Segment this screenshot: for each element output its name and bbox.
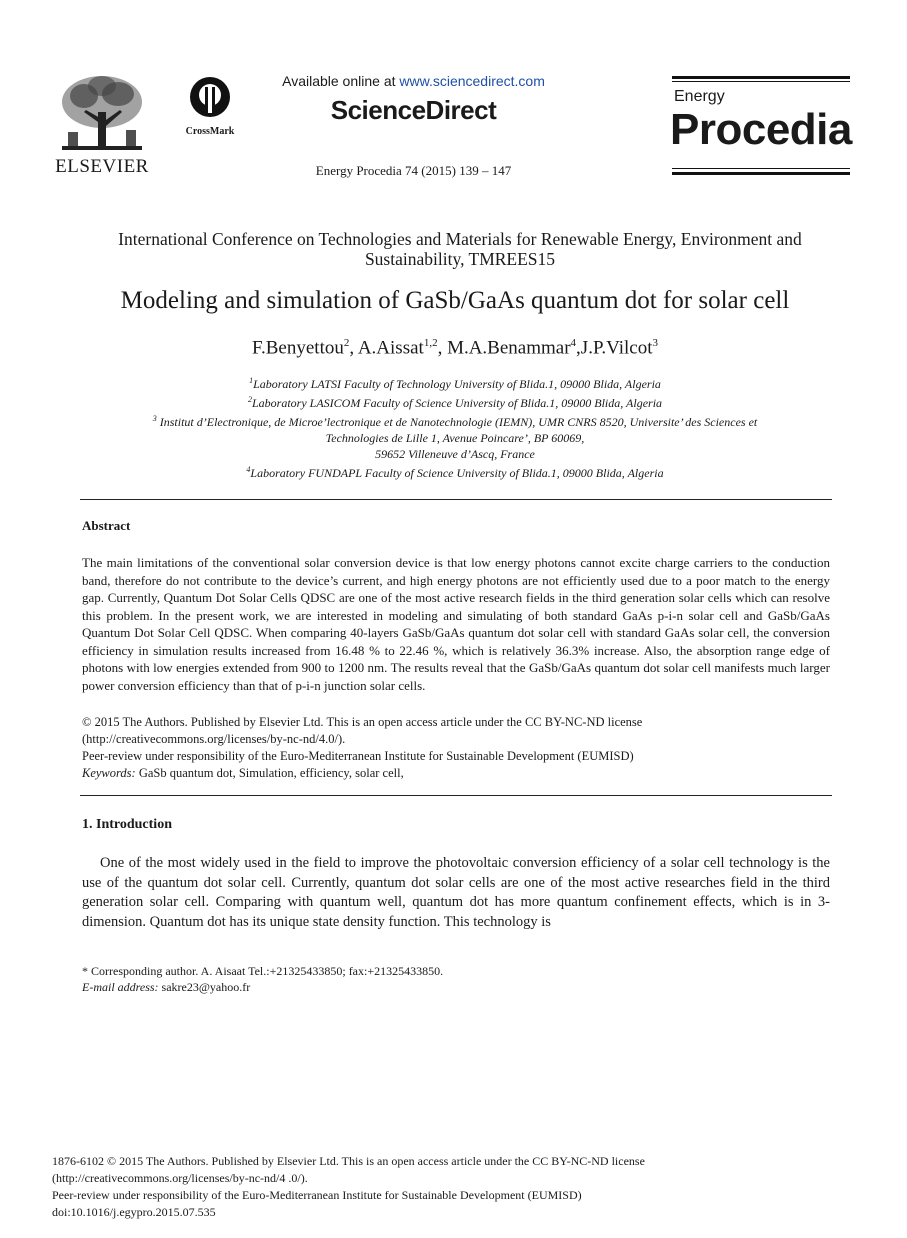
- author-name: A.Aissat: [357, 337, 424, 359]
- author-separator: ,: [437, 337, 448, 359]
- footer-doi[interactable]: doi:10.1016/j.egypro.2015.07.535: [52, 1205, 216, 1219]
- conference-line-1: International Conference on Technologies and Materials for Renewable Energy, Environment and: [118, 229, 802, 249]
- affiliation-2: [80, 392, 830, 411]
- affiliation-3-line-2: Technologies de Lille 1, Avenue Poincare’, BP 60069,: [325, 431, 585, 445]
- affiliation-text: Laboratory LATSI Faculty of Technology University of Blida.1, 09000 Blida, Algeria: [253, 377, 661, 391]
- abstract-heading: Abstract: [82, 518, 131, 533]
- page-footer: [52, 1153, 645, 1221]
- abstract-body: [82, 554, 830, 694]
- author-affil-mark: 4: [570, 337, 577, 349]
- affiliation-3: [80, 411, 830, 430]
- affiliations: [80, 373, 830, 481]
- crossmark-label: CrossMark: [185, 126, 235, 137]
- affiliation-3-line-3: 59652 Villeneuve d’Ascq, France: [375, 447, 535, 461]
- paper-title: Modeling and simulation of GaSb/GaAs quantum dot for solar cell: [120, 287, 790, 314]
- affiliation-mark: 4: [246, 465, 251, 474]
- keywords-text: GaSb quantum dot, Simulation, efficiency, solar cell,: [135, 766, 404, 780]
- peer-review-note: Peer-review under responsibility of the Euro-Mediterranean Institute for Sustainable Development (EUMISD): [82, 749, 634, 763]
- abstract-bottom-rule: [80, 795, 832, 796]
- journal-logo-energy: Energy: [674, 88, 725, 105]
- author-separator: ,: [349, 337, 358, 359]
- author-name: M.A.Benammar: [447, 337, 571, 359]
- affiliation-mark: 2: [247, 395, 252, 404]
- journal-reference: Energy Procedia 74 (2015) 139 – 147: [315, 163, 512, 178]
- affiliation-mark: 1: [249, 376, 254, 385]
- affiliation-text: Laboratory FUNDAPL Faculty of Science University of Blida.1, 09000 Blida, Algeria: [250, 466, 664, 480]
- author-affil-mark: 1,2: [423, 337, 438, 349]
- introduction-text: One of the most widely used in the field to improve the photovoltaic conversion efficiency of a solar cell technology is the use of the quantum dot solar cell. Currently, quantum dot solar cells are one of the most active researches field in the third generation solar cell. Comparing with quantum well, quantum dot has more quantum confinement effects, which is in 3-dimension. Quantum dot has its unique state density function. This technology is: [82, 855, 830, 930]
- abstract-license: [82, 714, 830, 782]
- email-line: [82, 979, 443, 995]
- keywords-label: Keywords:: [82, 766, 136, 780]
- affiliation-text: Laboratory LASICOM Faculty of Science University of Blida.1, 09000 Blida, Algeria: [251, 396, 663, 410]
- author-list: [40, 337, 870, 359]
- journal-logo-rule-bottom-thin: [672, 168, 850, 169]
- journal-logo-rule-top: [672, 76, 850, 79]
- affiliation-mark: 3: [152, 414, 157, 423]
- available-prefix: Available online at: [282, 73, 400, 89]
- elsevier-wordmark: ELSEVIER: [55, 156, 149, 177]
- corresponding-author: * Corresponding author. A. Aisaat Tel.:+21325433850; fax:+21325433850.: [82, 964, 444, 978]
- author-affil-mark: 3: [652, 337, 659, 349]
- email-address[interactable]: sakre23@yahoo.fr: [158, 980, 251, 994]
- journal-logo-procedia: Procedia: [670, 105, 852, 154]
- journal-logo-rule-bottom: [672, 172, 850, 175]
- license-line-1: © 2015 The Authors. Published by Elsevier Ltd. This is an open access article under the CC BY-NC-ND license: [82, 715, 643, 729]
- footer-issn-license: 1876-6102 © 2015 The Authors. Published by Elsevier Ltd. This is an open access article under the CC BY-NC-ND license: [52, 1154, 645, 1168]
- author-name: J.P.Vilcot: [580, 337, 653, 359]
- author-affil-mark: 2: [343, 337, 350, 349]
- correspondence-footnote: [82, 963, 443, 995]
- sciencedirect-brand: ScienceDirect: [330, 95, 497, 125]
- sciencedirect-link[interactable]: www.sciencedirect.com: [399, 73, 545, 89]
- introduction-body: [82, 854, 830, 932]
- keywords-line: [82, 765, 830, 782]
- affiliation-4: [80, 462, 830, 481]
- author-separator: ,: [576, 337, 581, 359]
- footer-license-link[interactable]: (http://creativecommons.org/licenses/by-nc-nd/4 .0/).: [52, 1171, 308, 1185]
- author-name: F.Benyettou: [251, 337, 344, 359]
- journal-logo-rule-top-thin: [672, 81, 850, 82]
- affiliation-1: [80, 373, 830, 392]
- abstract-top-rule: [80, 499, 832, 500]
- conference-name: [60, 229, 860, 269]
- affiliation-text: Institut d’Electronique, de Microe’lectronique et de Nanotechnologie (IEMN), UMR CNRS 8520, Universite’ des Sciences et: [156, 415, 758, 429]
- email-label: E-mail address:: [82, 980, 159, 994]
- introduction-heading: 1. Introduction: [82, 817, 172, 832]
- license-link[interactable]: (http://creativecommons.org/licenses/by-nc-nd/4.0/).: [82, 732, 346, 746]
- conference-line-2: Sustainability, TMREES15: [364, 249, 556, 269]
- footer-peer-review: Peer-review under responsibility of the Euro-Mediterranean Institute for Sustainable Development (EUMISD): [52, 1188, 582, 1202]
- abstract-text: The main limitations of the conventional solar conversion device is that low energy photons cannot excite charge carriers to the conduction band, therefore do not contribute to the device’s current, and high energy photons are not efficiently used due to a poor match to the energy gap. Currently, Quantum Dot Solar Cells QDSC are one of the most active research fields in the third generation solar cells which can resolve this problem. In the present work, we are interested in modeling and simulating of both standard GaAs p-i-n solar cell and GaSb/GaAs Quantum Dot Solar Cell QDSC. When comparing 40-layers GaSb/GaAs quantum dot solar cell with standard GaAs solar cell, the conversion efficiency in simulation results increased from 16.48 % to 22.46 %, which is relatively 36.3% increase. Also, the absorption range edge of photons with low energies extended from 900 to 1200 nm. The results reveal that the GaSb/GaAs quantum dot solar cell manifests much larger power conversion efficiency than that of p-i-n junction solar cells.: [82, 555, 830, 693]
